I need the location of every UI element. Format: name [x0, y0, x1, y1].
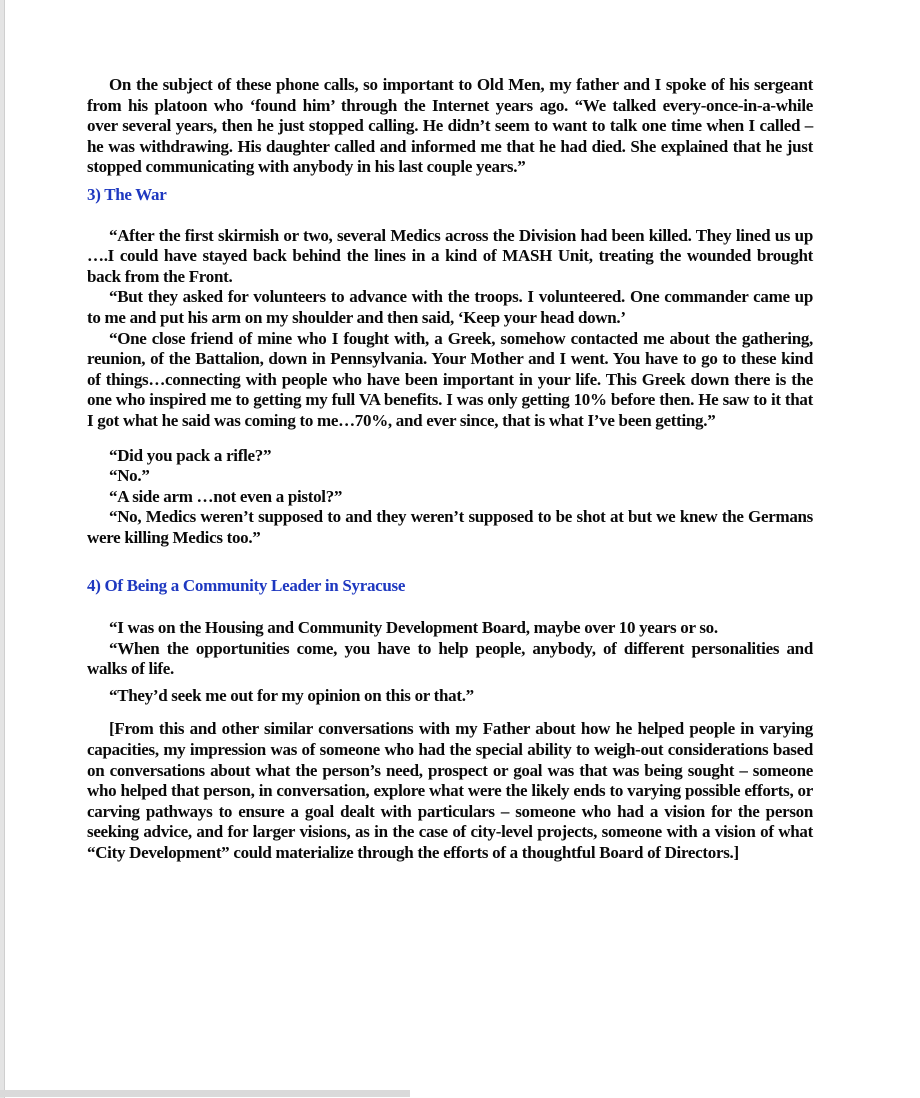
viewer-left-edge [0, 0, 5, 1098]
dialog-line-rifle: “Did you pack a rifle?” [109, 445, 272, 465]
paragraph-volunteers: “But they asked for volunteers to advance with the troops. I volunteered. One commander came up to me and put his arm on my shoulder and then said, ‘Keep your head down.’ [87, 287, 813, 327]
heading-community-leader: 4) Of Being a Community Leader in Syracuse [87, 576, 406, 596]
paragraph-greek-reunion: “One close friend of mine who I fought with, a Greek, somehow contacted me about the gathering, reunion, of the Battalion, down in Pennsylvania. Your Mother and I went. You have to go to these kind of things…connecting with people who have been important in your life. This Greek down there is the one who inspired me to getting my full VA benefits. I was only getting 10% before then. He saw to it that I got what he said was coming to me…70%, and ever since, that is what I’ve been getting.” [87, 328, 813, 430]
paragraph-housing-board: “I was on the Housing and Community Development Board, maybe over 10 years or so. [109, 618, 718, 638]
paragraph-phone-calls: On the subject of these phone calls, so important to Old Men, my father and I spoke of his sergeant from his platoon who ‘found him’ through the Internet years ago. “We talked every-once-in-a-while over several years, then he just stopped calling. He didn’t seem to want to talk one time when I called – he was withdrawing. His daughter called and informed me that he had died. She explained that he just stopped communicating with anybody in his last couple years.” [87, 75, 813, 177]
paragraph-seek-opinion: “They’d seek me out for my opinion on this or that.” [109, 685, 474, 705]
heading-the-war: 3) The War [87, 184, 167, 204]
document-page[interactable] [87, 75, 813, 864]
paragraph-opportunities: “When the opportunities come, you have to help people, anybody, of different personalities and walks of life. [87, 638, 813, 679]
dialog-line-medics: “No, Medics weren’t supposed to and they weren’t supposed to be shot at but we knew the Germans were killing Medics too.” [87, 507, 813, 547]
dialog-line-sidearm: “A side arm …not even a pistol?” [109, 486, 343, 506]
dialog-line-no: “No.” [109, 466, 150, 486]
viewer-bottom-edge [0, 1090, 410, 1097]
paragraph-skirmish: “After the first skirmish or two, several Medics across the Division had been killed. They lined us up ….I could have stayed back behind the lines in a kind of MASH Unit, treating the wounded brought back from the Front. [87, 225, 813, 286]
paragraph-authors-reflection: [From this and other similar conversations with my Father about how he helped people in varying capacities, my impression was of someone who had the special ability to weigh-out considerations based on conversations about what the person’s need, prospect or goal was that was being sought – someone who helped that person, in conversation, explore what were the likely ends to varying possible efforts, or carving pathways to ensure a goal dealt with particulars – someone who had a vision for the person seeking advice, and for larger visions, as in the case of city-level projects, someone with a vision of what “City Development” could materialize through the efforts of a thoughtful Board of Directors.] [87, 719, 813, 862]
